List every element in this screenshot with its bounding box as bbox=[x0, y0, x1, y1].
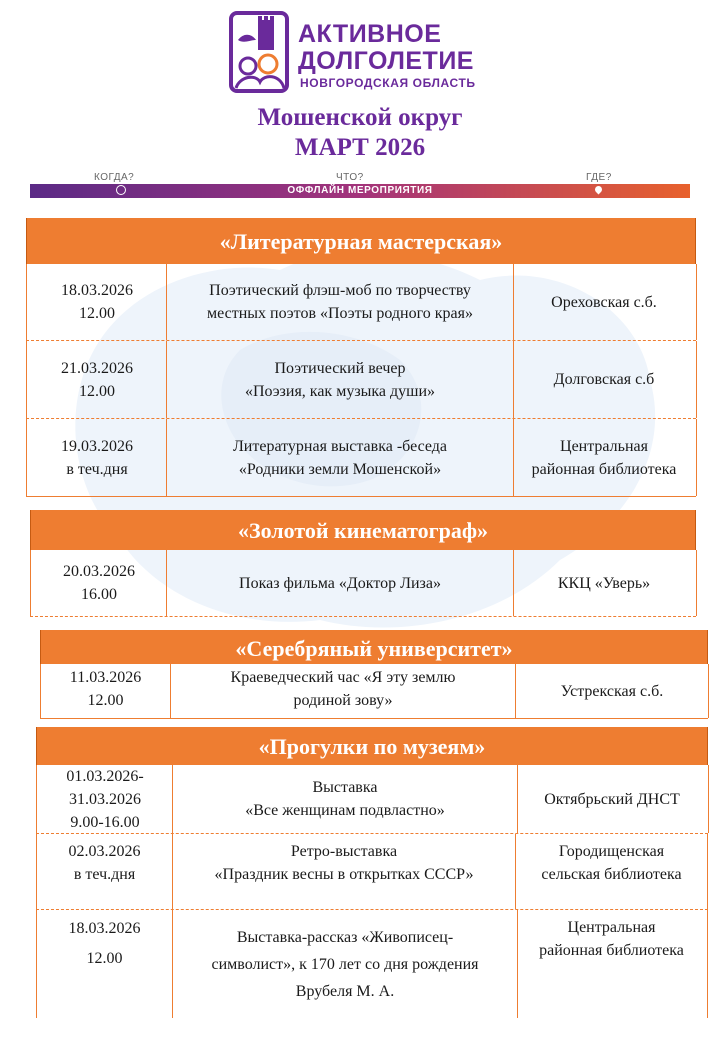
table-row bbox=[36, 910, 708, 1018]
table-row bbox=[26, 341, 696, 419]
event-date: 01.03.2026- 31.03.2026 9.00-16.00 bbox=[36, 765, 173, 833]
table-row bbox=[26, 264, 696, 341]
event-date: 19.03.2026 в теч.дня bbox=[26, 419, 167, 496]
event-title: Показ фильма «Доктор Лиза» bbox=[166, 550, 514, 616]
section-title: «Прогулки по музеям» bbox=[36, 727, 708, 765]
banner-what-label: ЧТО? bbox=[336, 172, 364, 183]
event-place: Устрекская с.б. bbox=[516, 664, 709, 718]
table-row bbox=[36, 834, 708, 910]
logo-title-line1: АКТИВНОЕ bbox=[298, 20, 442, 48]
event-place: Октябрьский ДНСТ bbox=[516, 765, 709, 833]
event-title: Поэтический флэш-моб по творчеству местных поэтов «Поэты родного края» bbox=[166, 264, 514, 340]
event-date: 20.03.2026 16.00 bbox=[30, 550, 167, 616]
event-place: Центральная районная библиотека bbox=[512, 419, 697, 496]
event-date: 21.03.2026 12.00 bbox=[26, 341, 167, 418]
event-title: Краеведческий час «Я эту землю родиной зову» bbox=[170, 664, 516, 718]
event-date: 18.03.2026 12.00 bbox=[36, 910, 172, 1018]
banner-bar-label: ОФФЛАЙН МЕРОПРИЯТИЯ bbox=[287, 185, 433, 196]
event-place: Долговская с.б bbox=[512, 341, 697, 418]
logo-region: НОВГОРОДСКАЯ ОБЛАСТЬ bbox=[300, 76, 476, 90]
table-row bbox=[26, 419, 696, 497]
section-museum-walks bbox=[36, 727, 708, 1018]
logo-title-line2: ДОЛГОЛЕТИЕ bbox=[298, 47, 474, 75]
event-place: Ореховская с.б. bbox=[512, 264, 697, 340]
event-title: Выставка-рассказ «Живописец- символист», к 170 лет со дня рождения Врубеля М. А. bbox=[172, 910, 518, 1018]
event-place: Городищенская сельская библиотека bbox=[516, 834, 708, 909]
event-date: 02.03.2026 в теч.дня bbox=[36, 834, 172, 909]
banner-bar bbox=[30, 184, 690, 198]
offline-events-banner bbox=[30, 172, 690, 202]
section-golden-cinema bbox=[30, 510, 696, 617]
logo-emblem-icon bbox=[228, 10, 292, 94]
table-row bbox=[30, 550, 696, 617]
event-title: Выставка «Все женщинам подвластно» bbox=[172, 765, 518, 833]
event-title: Поэтический вечер «Поэзия, как музыка души» bbox=[166, 341, 514, 418]
district-title: Мошенской округ bbox=[257, 104, 463, 131]
event-date: 18.03.2026 12.00 bbox=[26, 264, 167, 340]
section-title: «Литературная мастерская» bbox=[26, 218, 696, 264]
banner-when-label: КОГДА? bbox=[94, 172, 135, 183]
event-place: Центральная районная библиотека bbox=[516, 910, 708, 1018]
event-title: Ретро-выставка «Праздник весны в открытках СССР» bbox=[172, 834, 516, 909]
event-place: ККЦ «Уверь» bbox=[512, 550, 697, 616]
event-title: Литературная выставка -беседа «Родники земли Мошенской» bbox=[166, 419, 514, 496]
month-title: МАРТ 2026 bbox=[294, 134, 426, 161]
logo bbox=[228, 10, 498, 94]
section-silver-university bbox=[40, 630, 708, 719]
table-row bbox=[40, 664, 708, 719]
section-title: «Золотой кинематограф» bbox=[30, 510, 696, 550]
event-date: 11.03.2026 12.00 bbox=[40, 664, 170, 718]
table-row bbox=[36, 765, 708, 834]
banner-where-label: ГДЕ? bbox=[586, 172, 612, 183]
section-title: «Серебряный университет» bbox=[40, 630, 708, 664]
section-literary-workshop bbox=[26, 218, 696, 497]
